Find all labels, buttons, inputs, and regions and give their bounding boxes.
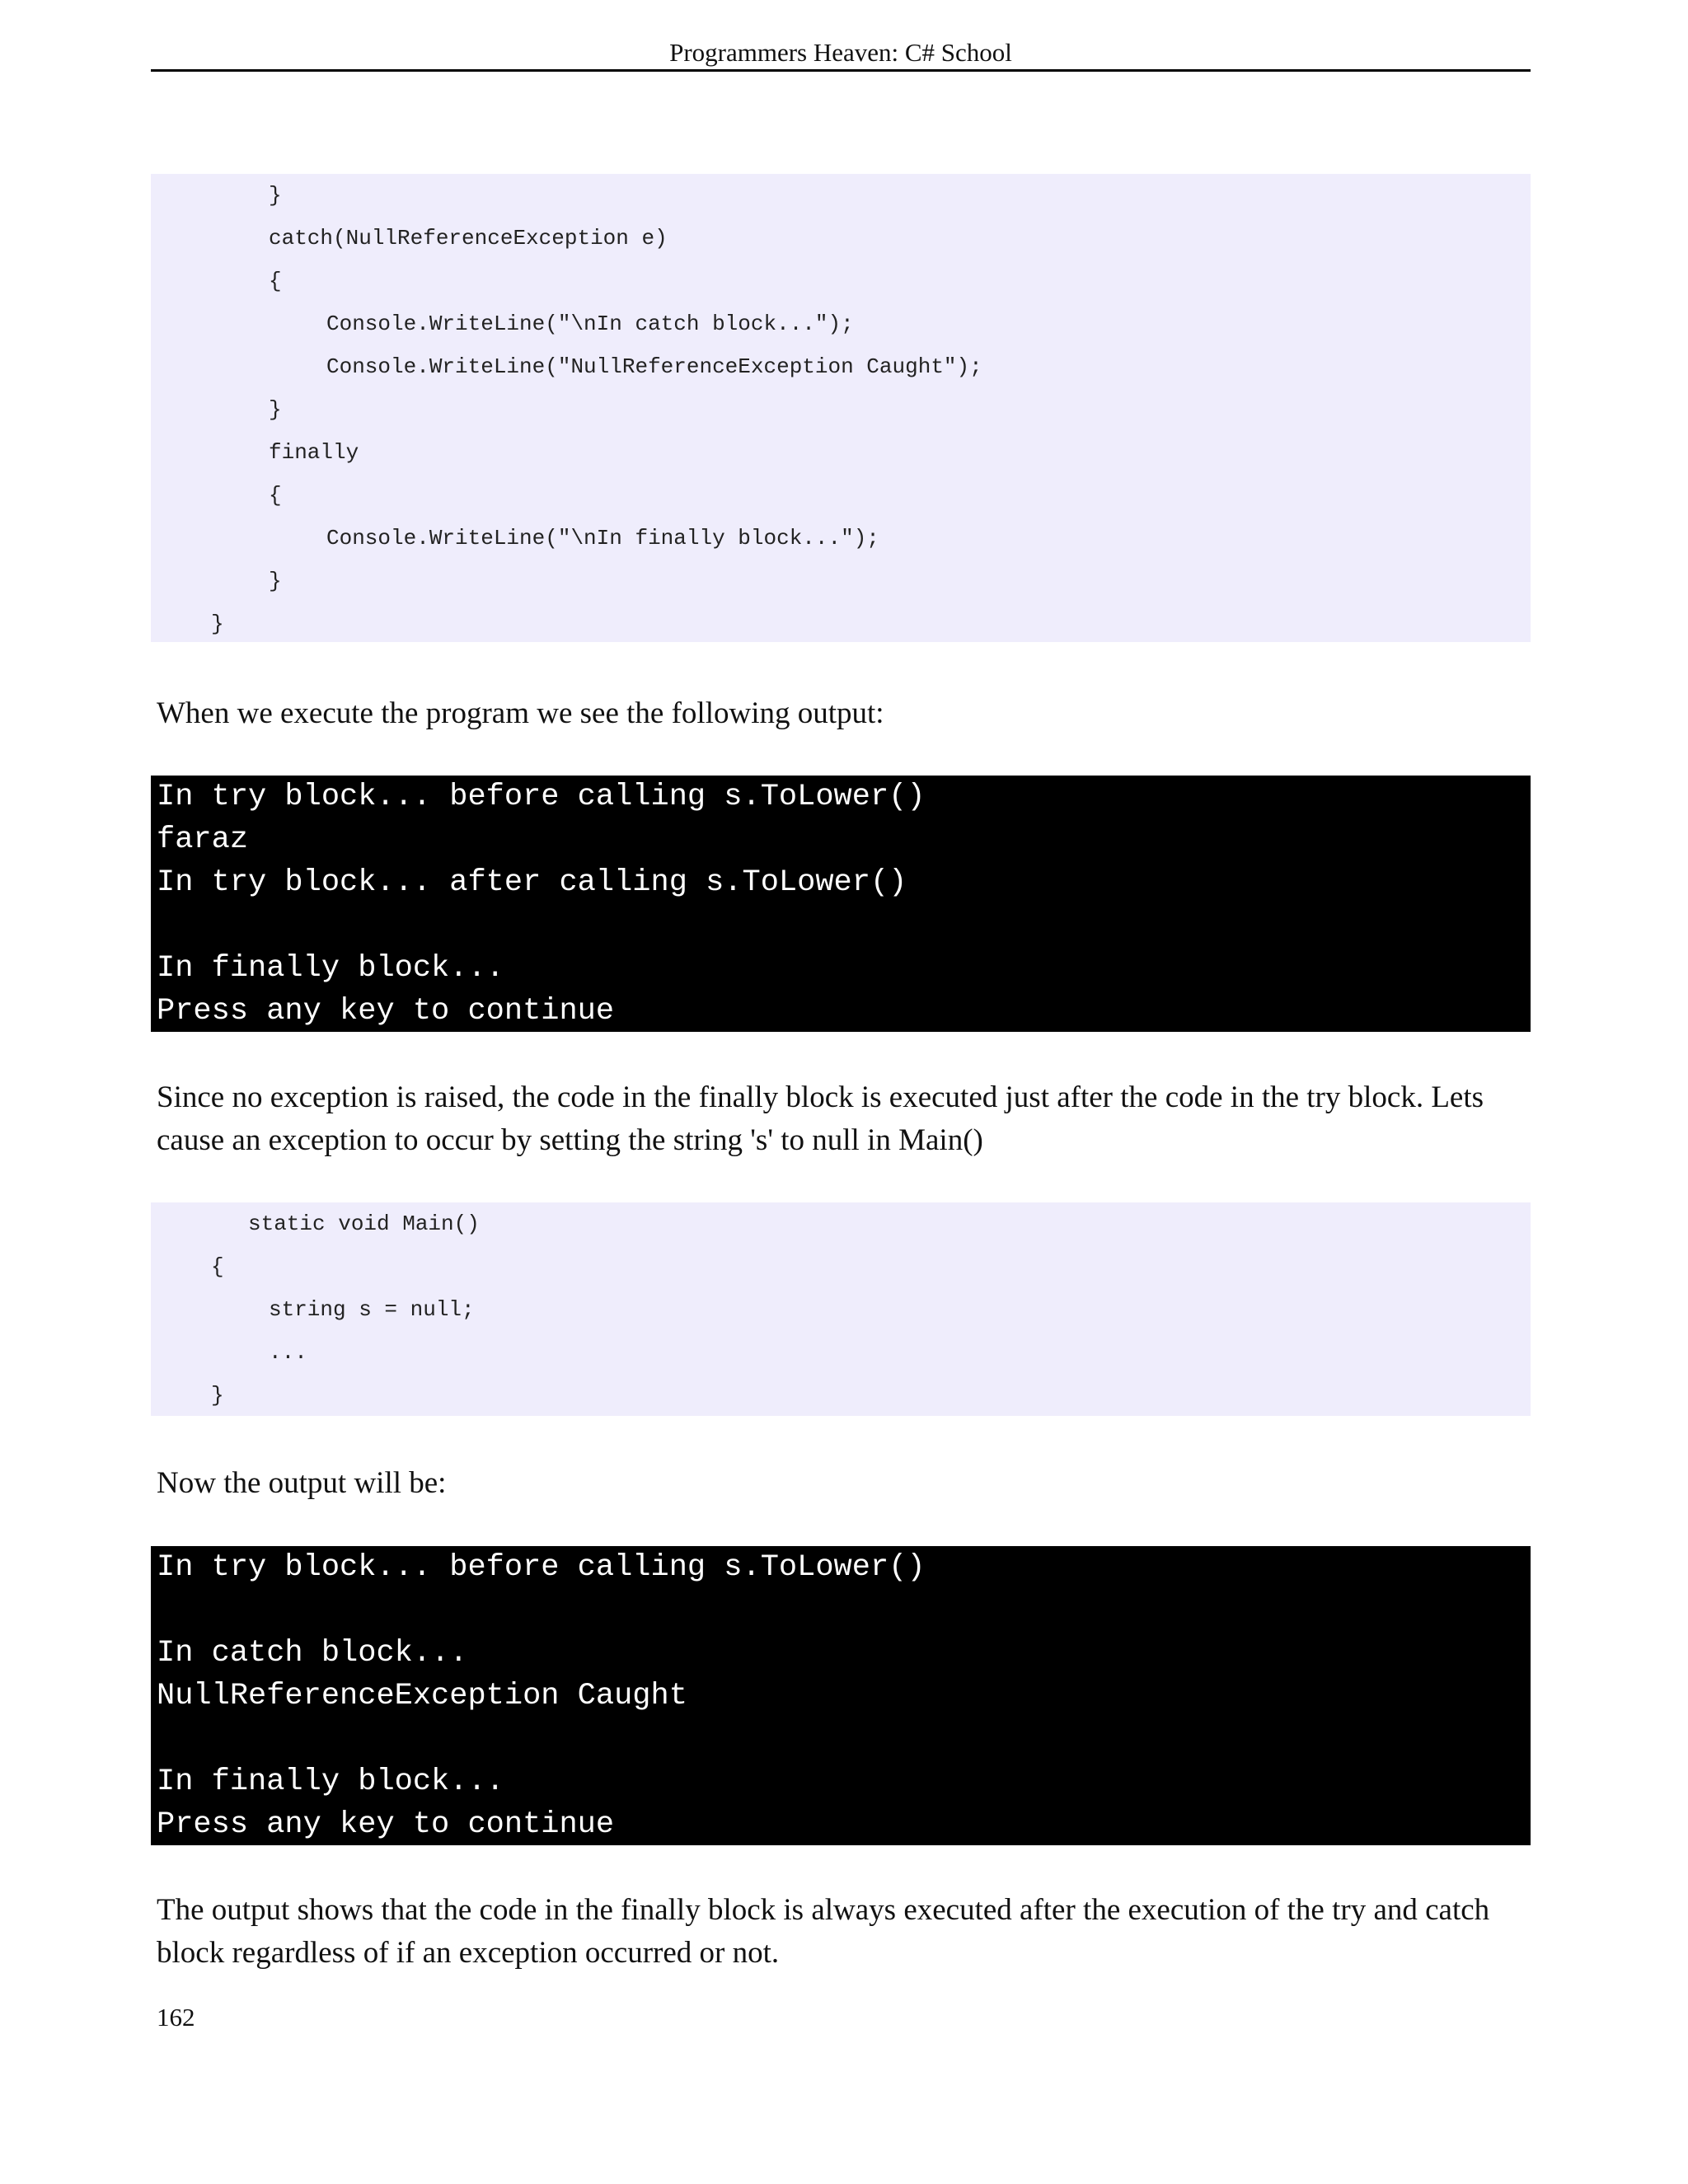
code-line: } bbox=[211, 1383, 224, 1408]
page-header bbox=[151, 36, 1531, 72]
console-line: In finally block... bbox=[157, 1765, 504, 1799]
console-line: In try block... after calling s.ToLower() bbox=[157, 865, 907, 900]
code-line: { bbox=[211, 1254, 224, 1279]
code-block-catch-finally bbox=[151, 174, 1531, 642]
code-line: ... bbox=[269, 1340, 307, 1365]
console-line: NullReferenceException Caught bbox=[157, 1679, 687, 1713]
code-line: finally bbox=[269, 440, 359, 465]
paragraph-output-intro: When we execute the program we see the following output: bbox=[157, 696, 884, 730]
code-block-main bbox=[151, 1202, 1531, 1416]
console-line: In try block... before calling s.ToLower() bbox=[157, 780, 926, 814]
document-title: Programmers Heaven: C# School bbox=[669, 38, 1012, 67]
paragraph-no-exception-explanation: Since no exception is raised, the code in the finally block is executed just after the code in the try block. Lets cause an exception to occur by setting the string 's' to null in Main() bbox=[157, 1080, 1484, 1157]
code-line: } bbox=[269, 183, 282, 208]
console-output-no-exception bbox=[151, 776, 1531, 1032]
console-output-with-exception bbox=[151, 1546, 1531, 1845]
code-line: string s = null; bbox=[269, 1297, 475, 1322]
console-line: In try block... before calling s.ToLower() bbox=[157, 1550, 926, 1585]
console-line: faraz bbox=[157, 823, 249, 857]
code-line: } bbox=[211, 612, 224, 636]
code-line: static void Main() bbox=[248, 1212, 480, 1236]
code-line: catch(NullReferenceException e) bbox=[269, 226, 668, 251]
code-line: { bbox=[269, 483, 282, 508]
code-line: { bbox=[269, 269, 282, 293]
paragraph-conclusion: The output shows that the code in the finally block is always executed after the execution of the try and catch block regardless of if an exception occurred or not. bbox=[157, 1893, 1490, 1970]
page-number: 162 bbox=[157, 2003, 195, 2032]
console-line: In finally block... bbox=[157, 951, 504, 986]
paragraph-new-output-intro: Now the output will be: bbox=[157, 1466, 447, 1500]
console-line: Press any key to continue bbox=[157, 1807, 615, 1842]
code-line: } bbox=[269, 569, 282, 593]
console-line: In catch block... bbox=[157, 1636, 468, 1671]
code-line: Console.WriteLine("\nIn catch block..."); bbox=[326, 312, 854, 336]
code-line: Console.WriteLine("\nIn finally block..."); bbox=[326, 526, 879, 551]
console-line: Press any key to continue bbox=[157, 994, 615, 1029]
code-line: Console.WriteLine("NullReferenceException Caught"); bbox=[326, 354, 982, 379]
code-line: } bbox=[269, 397, 282, 422]
